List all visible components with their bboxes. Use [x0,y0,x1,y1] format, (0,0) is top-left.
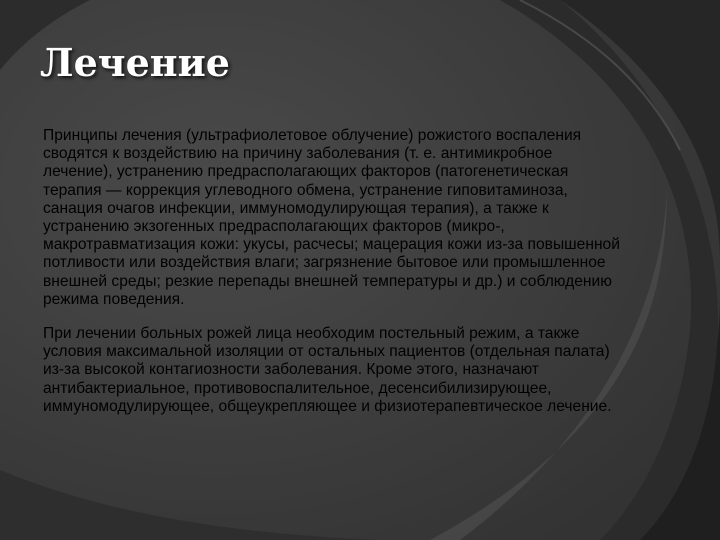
slide-body [43,127,623,416]
paragraph-principles: Принципы лечения (ультрафиолетовое облучение) рожистого воспаления сводятся к воздействию на причину заболевания (т. е. антимикробное лечение), устранению предрасполагающих факторов (патогенетическая терапия — коррекция углеводного обмена, устранение гиповитаминоза, санация очагов инфекции, иммуномодулирующая терапия), а также к устранению экзогенных предрасполагающих факторов (микро-, макротравматизация кожи: укусы, расчесы; мацерация кожи из-за повышенной потливости или воздействия влаги; загрязнение бытовое или промышленное внешней среды; резкие перепады внешней температуры и др.) и соблюдению режима поведения. [43,127,620,308]
paragraph-face-erysipelas: При лечении больных рожей лица необходим постельный режим, а также условия максимальной изоляции от остальных пациентов (отдельная палата) из-за высокой контагиозности заболевания. Кроме этого, назначают антибактериальное, противовоспалительное, десенсибилизирующее, иммуномодулирующее, общеукрепляющее и физиотерапевтическое лечение. [43,325,612,415]
slide-title: Лечение [40,40,230,85]
